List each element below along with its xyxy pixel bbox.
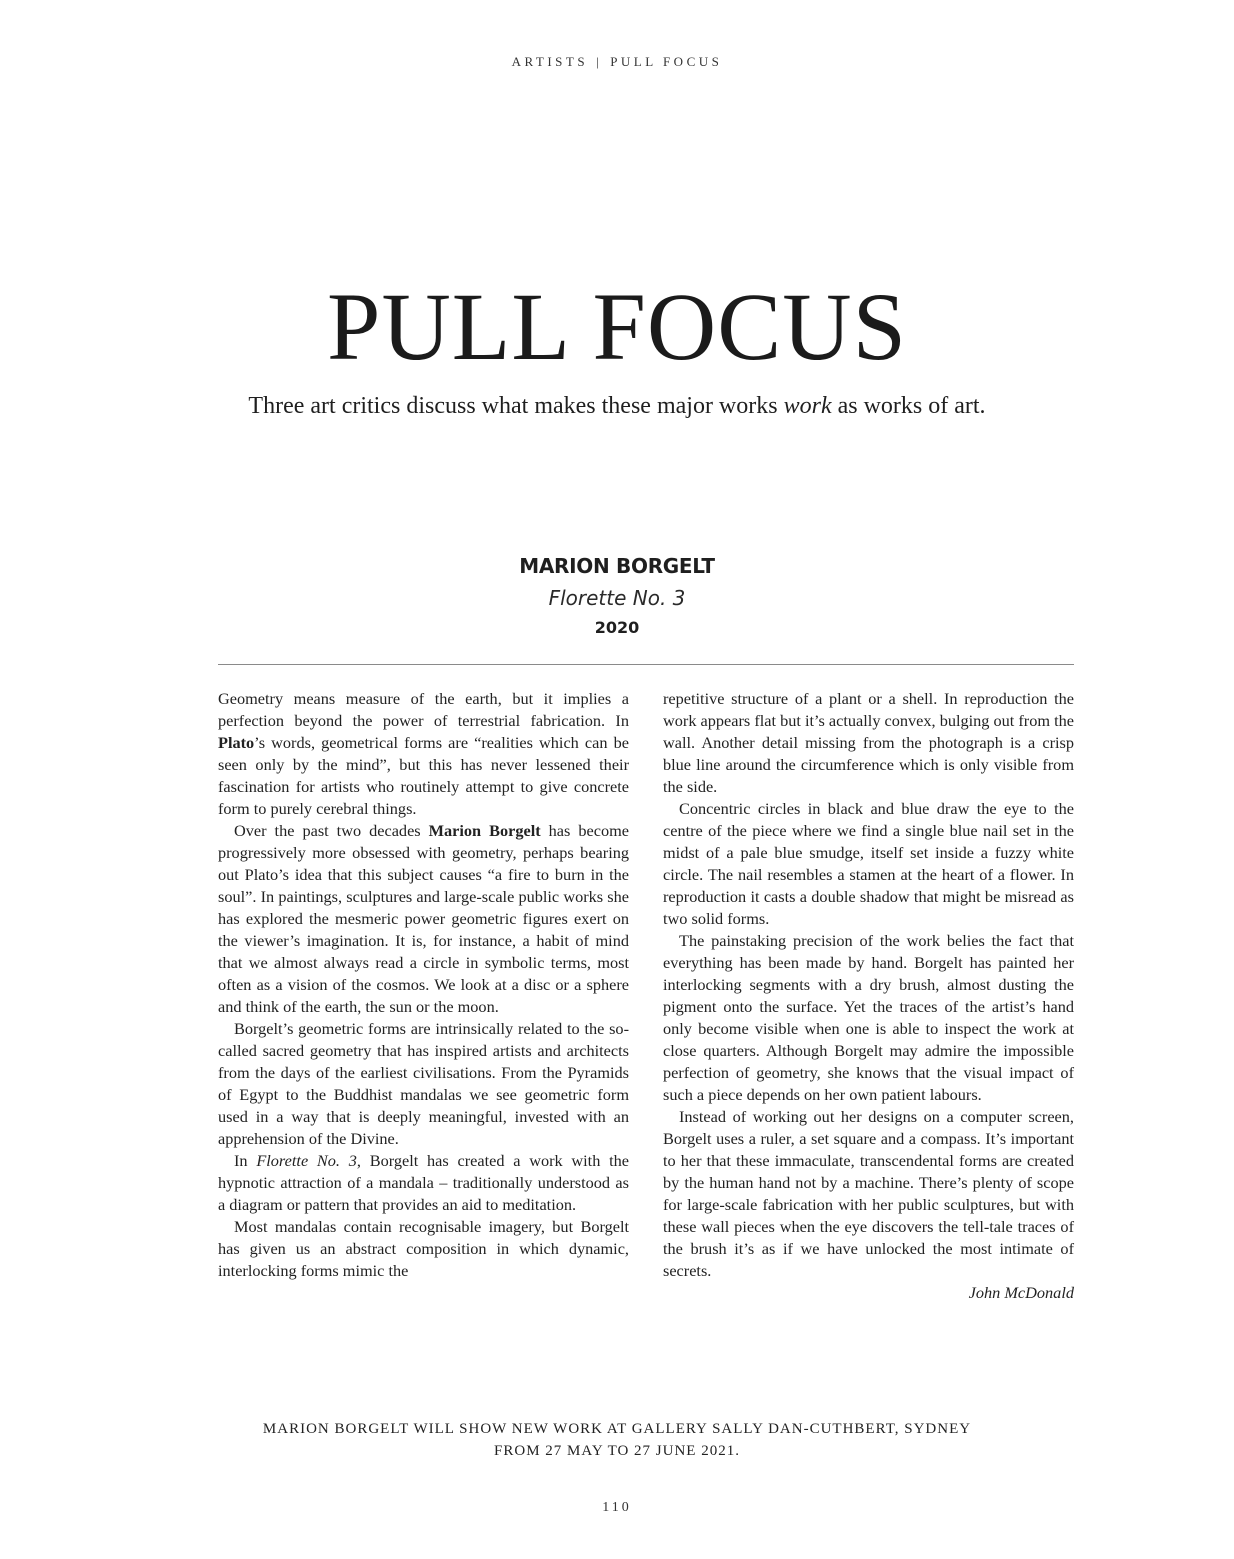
article-paragraph: repetitive structure of a plant or a shell. In reproduction the work appears flat but it’s actually convex, bulging out from the wall. Another detail missing from the photograph is a crisp blue line around the circumference which is only visible from the side. [663, 689, 1074, 796]
paragraph-text: ’s words, geometrical forms are “realities which can be seen only by the mind”, but this has never lessened their fascination for artists who routinely attempt to give concrete form to purely cerebral things. [218, 733, 629, 818]
article-column-right [663, 688, 1074, 1304]
exhibition-note-line: FROM 27 MAY TO 27 JUNE 2021. [494, 1443, 740, 1459]
artwork-title: Florette No. 3 [548, 586, 686, 610]
artist-name: MARION BORGELT [519, 554, 715, 578]
article-paragraph [218, 820, 629, 1018]
subtitle-text-before: Three art critics discuss what makes these major works [248, 393, 784, 419]
article-paragraph: The painstaking precision of the work belies the fact that everything has been made by hand. Borgelt has painted her interlocking segments with a dry brush, almost dusting the pigment onto the surface. Yet the traces of the artist’s hand only become visible when one is able to inspect the work at close quarters. Although Borgelt may admire the impossible perfection of geometry, she knows that the visual impact of such a piece depends on her own patient labours. [663, 931, 1074, 1104]
exhibition-note-line: MARION BORGELT WILL SHOW NEW WORK AT GALLERY SALLY DAN-CUTHBERT, SYDNEY [262, 1421, 972, 1437]
artwork-year: 2020 [594, 618, 640, 637]
running-head-section: ARTISTS [511, 54, 589, 69]
paragraph-text: In [234, 1151, 257, 1170]
article-paragraph: Concentric circles in black and blue draw the eye to the centre of the piece where we find a single blue nail set in the midst of a pale blue smudge, itself set inside a fuzzy white circle. The nail resembles a stamen at the heart of a flower. In reproduction it casts a double shadow that might be misread as two solid forms. [663, 799, 1074, 928]
paragraph-bold-name: Plato [218, 733, 255, 752]
article-paragraph: Borgelt’s geometric forms are intrinsically related to the so-called sacred geometry that has inspired artists and architects from the days of the earliest civilisations. From the Pyramids of Egypt to the Buddhist mandalas we see geometric form used in a way that is deeply meaningful, invested with an apprehension of the Divine. [218, 1019, 629, 1148]
page-number: 110 [602, 1500, 632, 1515]
paragraph-text: Over the past two decades [234, 821, 429, 840]
article-column-left [218, 688, 629, 1282]
paragraph-bold-name: Marion Borgelt [428, 821, 541, 840]
paragraph-text: Geometry means measure of the earth, but it implies a perfection beyond the power of terrestrial fabrication. In [218, 689, 629, 730]
paragraph-text: has become progressively more obsessed with geometry, perhaps bearing out Plato’s idea that this subject causes “a fire to burn in the soul”. In paintings, sculptures and large-scale public works she has explored the mesmeric power geometric figures exert on the viewer’s imagination. It is, for instance, a habit of mind that we almost always read a circle in symbolic terms, most often as a vision of the cosmos. We look at a disc or a sphere and think of the earth, the sun or the moon. [218, 821, 629, 1016]
running-head-separator: | [596, 54, 603, 69]
running-head-title: PULL FOCUS [610, 54, 723, 69]
article-paragraph: Most mandalas contain recognisable imagery, but Borgelt has given us an abstract composition in which dynamic, interlocking forms mimic the [218, 1217, 629, 1280]
page-subtitle [0, 390, 1234, 422]
exhibition-note [0, 1418, 1234, 1462]
running-head [0, 54, 1234, 70]
artwork-caption [0, 552, 1234, 640]
article-paragraph [218, 1150, 629, 1216]
article-paragraph: Instead of working out her designs on a computer screen, Borgelt uses a ruler, a set square and a compass. It’s important to her that these immaculate, transcendental forms are created by the human hand not by a machine. There’s plenty of scope for large-scale fabrication with her public sculptures, but with these wall pieces when the eye discovers the tell-tale traces of the brush it’s as if we have unlocked the most intimate of secrets. [663, 1107, 1074, 1280]
page-title: PULL FOCUS [327, 273, 907, 380]
author-byline: John McDonald [968, 1283, 1074, 1302]
subtitle-text-after: as works of art. [831, 393, 986, 419]
subtitle-emphasis: work [783, 393, 832, 419]
section-divider [218, 664, 1074, 665]
paragraph-text: , Borgelt has created a work with the hypnotic attraction of a mandala – traditionally understood as a diagram or pattern that provides an aid to meditation. [218, 1151, 629, 1214]
paragraph-italic-title: Florette No. 3 [256, 1151, 357, 1170]
article-paragraph [218, 688, 629, 820]
